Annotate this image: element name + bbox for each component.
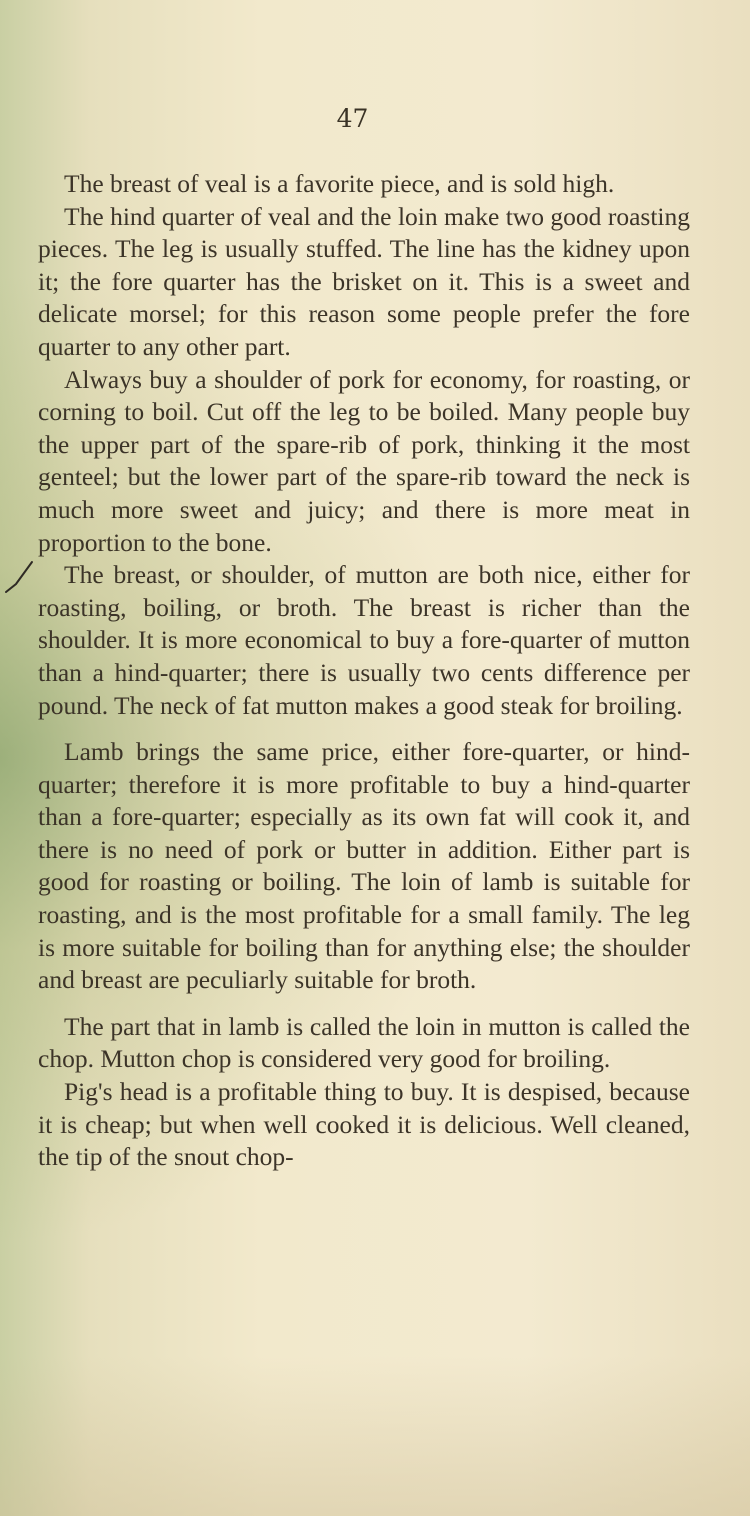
- paragraph-veal-breast: The breast of veal is a favorite piece, and is sold high.: [64, 169, 615, 198]
- page-stain: [0, 1356, 750, 1516]
- page-number: 47: [336, 104, 369, 133]
- paragraph-pork-shoulder: Always buy a shoulder of pork for economy, for roasting, or corning to boil. Cut off the leg to be boiled. Many people buy the upper part of the spare-rib of pork, thinking it the most genteel; but the lower part of the spare-rib toward the neck is much more sweet and juicy; and there is more meat in proportion to the bone.: [38, 364, 690, 557]
- paragraph-mutton-chop: The part that in lamb is called the loin in mutton is called the chop. Mutton chop is considered very good for broiling.: [38, 1011, 690, 1074]
- paragraph-lamb: Lamb brings the same price, either fore-quarter, or hind-quarter; therefore it is more profitable to buy a hind-quarter than a fore-quarter; especially as its own fat will cook it, and there is no need of pork or butter in addition. Either part is good for roasting or boiling. The loin of lamb is suitable for roasting, and is the most profitable for a small family. The leg is more suitable for boiling than for anything else; the shoulder and breast are peculiarly suitable for broth.: [38, 737, 690, 995]
- pencil-margin-mark-icon: [2, 556, 38, 596]
- body-text: [38, 168, 690, 1174]
- paragraph-veal-hind-quarter: The hind quarter of veal and the loin make two good roasting pieces. The leg is usually stuffed. The line has the kidney upon it; the fore quarter has the brisket on it. This is a sweet and delicate morsel; for this reason some people prefer the fore quarter to any other part.: [38, 201, 690, 361]
- paragraph-mutton: The breast, or shoulder, of mutton are both nice, either for roasting, boiling, or broth. The breast is richer than the shoulder. It is more economical to buy a fore-quarter of mutton than a hind-quarter; there is usually two cents difference per pound. The neck of fat mutton makes a good steak for broiling.: [38, 560, 690, 720]
- paragraph-pigs-head: Pig's head is a profitable thing to buy. It is despised, because it is cheap; but when well cooked it is delicious. Well cleaned, the tip of the snout chop-: [38, 1077, 690, 1172]
